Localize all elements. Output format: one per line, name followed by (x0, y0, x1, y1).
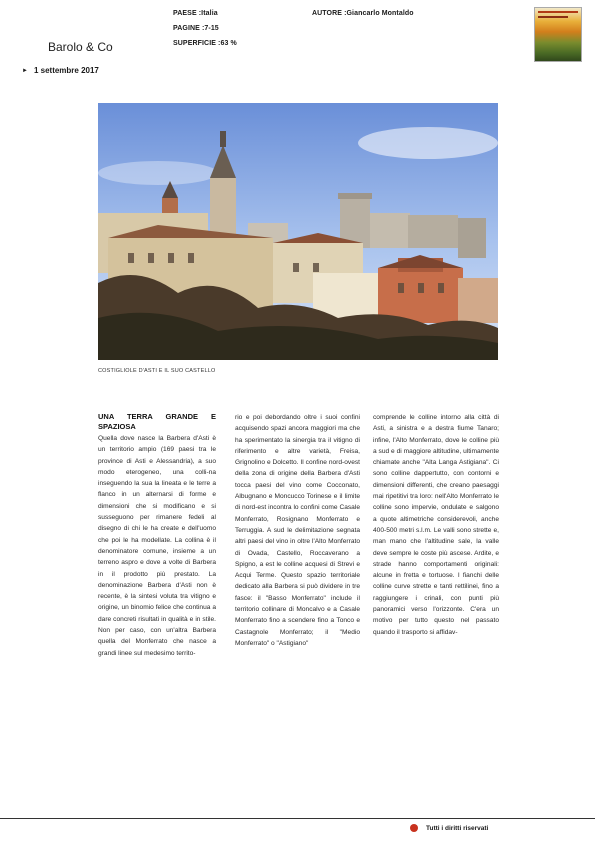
article-column-1 (98, 412, 216, 659)
magazine-cover-thumbnail (534, 7, 582, 62)
pages-label: PAGINE :7-15 (173, 25, 219, 32)
footer (410, 824, 488, 832)
article-heading: UNA TERRA GRANDE E SPAZIOSA (98, 412, 216, 431)
publication-date: 1 settembre 2017 (33, 66, 99, 75)
author-label: AUTORE :Giancarlo Montaldo (312, 10, 414, 17)
date-row (22, 66, 99, 75)
article-column-3 (373, 412, 499, 638)
country-label: PAESE :Italia (173, 10, 218, 17)
bullet-arrow-icon: ► (22, 67, 28, 74)
cover-subtitle-bar (538, 16, 568, 18)
rights-notice: Tutti i diritti riservati (426, 824, 489, 832)
footer-divider (0, 818, 595, 819)
publisher-logo-icon (410, 824, 418, 832)
article-column-2 (235, 412, 360, 649)
castle-photo (98, 103, 498, 360)
cover-title-bar (538, 11, 578, 13)
article-text-3: comprende le colline intorno alla città di Asti, a sinistra e a destra fiume Tanaro; infine, l'Alto Monferrato, dove le colline più a sud e di maggiore altitudine, ultimamente chiamate anche "Alta Langa Astigiana". Ci sono colline dappertutto, con contorni e dimensioni differenti, che creano paesaggi mai ripetitivi tra loro: nell'Alto Monferrato le colline sono impervie, ondulate e salgono a quote altimetriche considerevoli, anche 400-500 metri s.l.m. Le valli sono strette e, man mano che l'altitudine sale, la valle deve sempre le coste più ascese. Ardite, e strade hanno comportamenti originali: alcune in fretta e tortuose. I fianchi delle colline curve strette e tanti rettilinei, fino a raggiungere i crinali, con punti più panoramici verso l'orizzonte. C'era un motivo per tutto questo nel passato quando il trasporto si affidav- (373, 414, 499, 636)
photo-caption: COSTIGLIOLE D'ASTI E IL SUO CASTELLO (98, 368, 216, 374)
article-text-1: Quella dove nasce la Barbera d'Asti è un territorio ampio (169 paesi tra le province di Asti e Alessandria), a suo modo eterogeneo, una colli-na inseguendo la sua la lineata e le terre a flanco in un alternarsi di forme e dimensioni che si modificano e si susseguono per rimanere fedeli al disegno di chi le ha create e dell'uomo che poi le ha modellate. La collina è il denominatore comune, insieme a un terreno aspro e dove a volte di Barbera in il prodotto più prestato. La denominazione Barbera d'Asti non è recente, è la sintesi voluta tra vitigno e origine, un binomio felice che continua a dare concreti risultati in qualità e in stile. Non per caso, con un'altra Barbera quella del Monferrato che nasce a grandi linee sul medesimo territo- (98, 435, 216, 657)
surface-label: SUPERFICIE :63 % (173, 40, 237, 47)
publication-name: Barolo & Co (48, 40, 113, 54)
article-text-2: rio e poi debordando oltre i suoi confini acquisendo spazi ancora maggiori ma che ha sperimentato la sinergia tra il vitigno di riferimento e altre varietà, Freisa, Grignolino e Dolcetto. Il confine nord-ovest della zona di origine della Barbera d'Asti tocca paesi del vino come Cocconato, Albugnano e Moncucco Torinese e il limite di nord-est incontra lo confini come Casale Monferrato, Rosignano Monferrato e Terruggia. A sud le delimitazione segnata altri paesi del vino in oltre l'Alto Monferrato di Ovada, Castello, Roccaverano a Spigno, a est le colline acquesi di Strevi e Acqui Terme. Questo spazio territoriale dedicato alla Barbera si può dividere in tre fasce: il "Basso Monferrato" include il territorio collinare di Moncalvo e a Casale Monferrato fino a scendere fino a Tonco e Castagnole Monferrato; il "Medio Monferrato" o "Astigiano" (235, 414, 360, 647)
